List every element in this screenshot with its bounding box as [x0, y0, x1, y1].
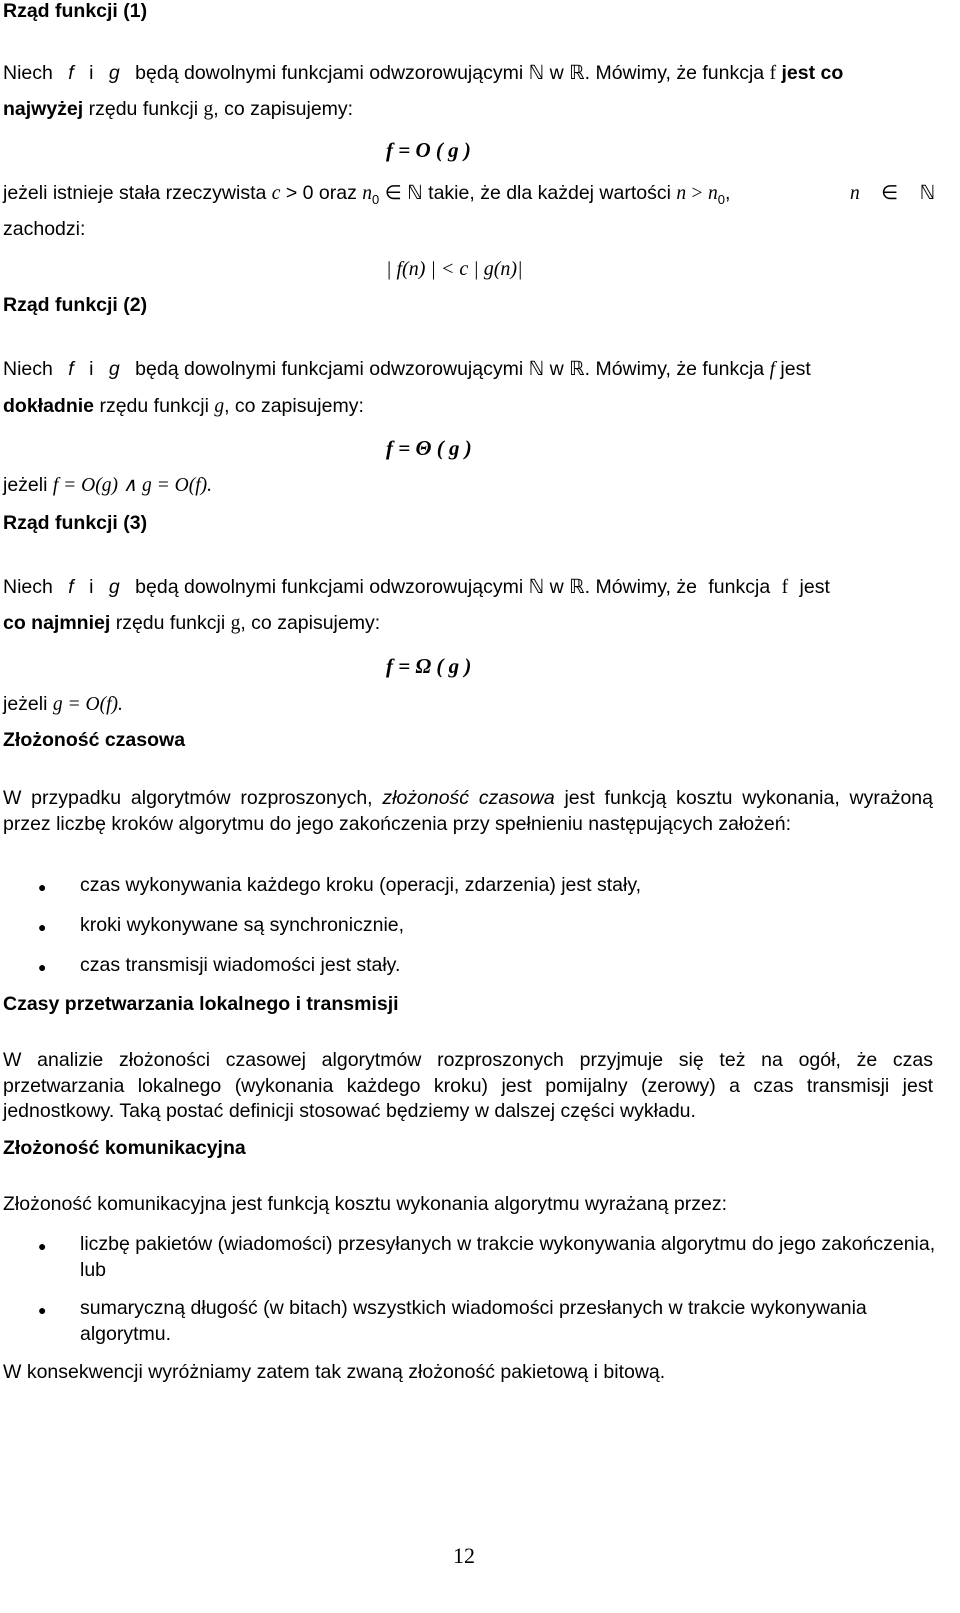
- s3-condition: jeżeli g = O(f).: [3, 693, 123, 715]
- heading-rzad-funkcji-2: Rząd funkcji (2): [3, 294, 148, 316]
- set-N-symbol: ℕ: [528, 63, 545, 84]
- page-number: 12: [453, 1543, 475, 1568]
- s5-paragraph: W analizie złożoności czasowej algorytmów rozproszonych przyjmuje się też na ogół, że czas przetwarzania lokalnego (wykonania każdego kroku) jest pomijalny (zerowy) a czas transmisji jest jednostkowy. Taką postać definicji stosować będziemy w dalszej części wykładu.: [3, 1049, 933, 1122]
- s1-line-2: najwyżej rzędu funkcji g, co zapisujemy:: [3, 98, 354, 120]
- heading-czasy-przetwarzania: Czasy przetwarzania lokalnego i transmisji: [3, 993, 399, 1015]
- s6-paragraph: Złożoność komunikacyjna jest funkcją kosztu wykonania algorytmu wyrażaną przez:: [3, 1193, 727, 1215]
- s2-condition: jeżeli f = O(g) ∧ g = O(f).: [3, 474, 213, 496]
- s6-closing: W konsekwencji wyróżniamy zatem tak zwaną złożoność pakietową i bitową.: [3, 1361, 666, 1383]
- s4-paragraph: W przypadku algorytmów rozproszonych, złożoność czasowa jest funkcją kosztu wykonania, wyrażoną przez liczbę kroków algorytmu do jego zakończenia przy spełnieniu następujących założeń:: [3, 787, 933, 835]
- s6-bullet-1: liczbę pakietów (wiadomości) przesyłanych w trakcie wykonywania algorytmu do jego zakończenia, lub: [80, 1233, 936, 1281]
- s1-line-1: Niech f i g będą dowolnymi funkcjami odwzorowującymi ℕ w ℝ. Mówimy, że funkcja f jest co: [3, 62, 844, 84]
- heading-rzad-funkcji-1: Rząd funkcji (1): [3, 0, 148, 22]
- s2-line-1: Niech f i g będą dowolnymi funkcjami odwzorowującymi ℕ w ℝ. Mówimy, że funkcja f jest: [3, 358, 811, 380]
- s1-line-4: zachodzi:: [3, 218, 86, 240]
- s6-bullet-2: sumaryczną długość (w bitach) wszystkich wiadomości przesłanych w trakcie wykonywania algorytmu.: [80, 1297, 867, 1345]
- formula-omega: f = Ω ( g ): [386, 654, 472, 678]
- formula-theta: f = Θ ( g ): [386, 436, 472, 460]
- heading-zlozonosc-komunikacyjna: Złożoność komunikacyjna: [3, 1137, 246, 1159]
- bullet-icon: ●: [38, 919, 47, 935]
- formula-big-o: f = O ( g ): [386, 138, 471, 162]
- s4-bullet-2: kroki wykonywane są synchronicznie,: [80, 914, 405, 936]
- bullet-icon: ●: [38, 879, 47, 895]
- bullet-icon: ●: [38, 1238, 47, 1254]
- bullet-icon: ●: [38, 1302, 47, 1318]
- s4-bullet-3: czas transmisji wiadomości jest stały.: [80, 954, 401, 976]
- s1-line-3: jeżeli istnieje stała rzeczywista c > 0 oraz $n_0$ ∈ ℕ takie, że dla każdej wartości $n > n_0$,: [3, 182, 731, 207]
- heading-zlozonosc-czasowa: Złożoność czasowa: [3, 729, 186, 751]
- heading-rzad-funkcji-3: Rząd funkcji (3): [3, 512, 148, 534]
- s3-line-1: Niech f i g będą dowolnymi funkcjami odwzorowującymi ℕ w ℝ. Mówimy, że funkcja f jest: [3, 576, 830, 598]
- bullet-icon: ●: [38, 959, 47, 975]
- s4-bullet-1: czas wykonywania każdego kroku (operacji, zdarzenia) jest stały,: [80, 874, 642, 896]
- s3-line-2: co najmniej rzędu funkcji g, co zapisujemy:: [3, 612, 381, 634]
- condition-inequality: | f(n) | < c | g(n)|: [386, 258, 523, 280]
- set-R-symbol: ℝ: [569, 63, 585, 84]
- s1-line-3-tail: n ∈ ℕ: [850, 183, 936, 204]
- s2-line-2: dokładnie rzędu funkcji g, co zapisujemy:: [3, 395, 364, 417]
